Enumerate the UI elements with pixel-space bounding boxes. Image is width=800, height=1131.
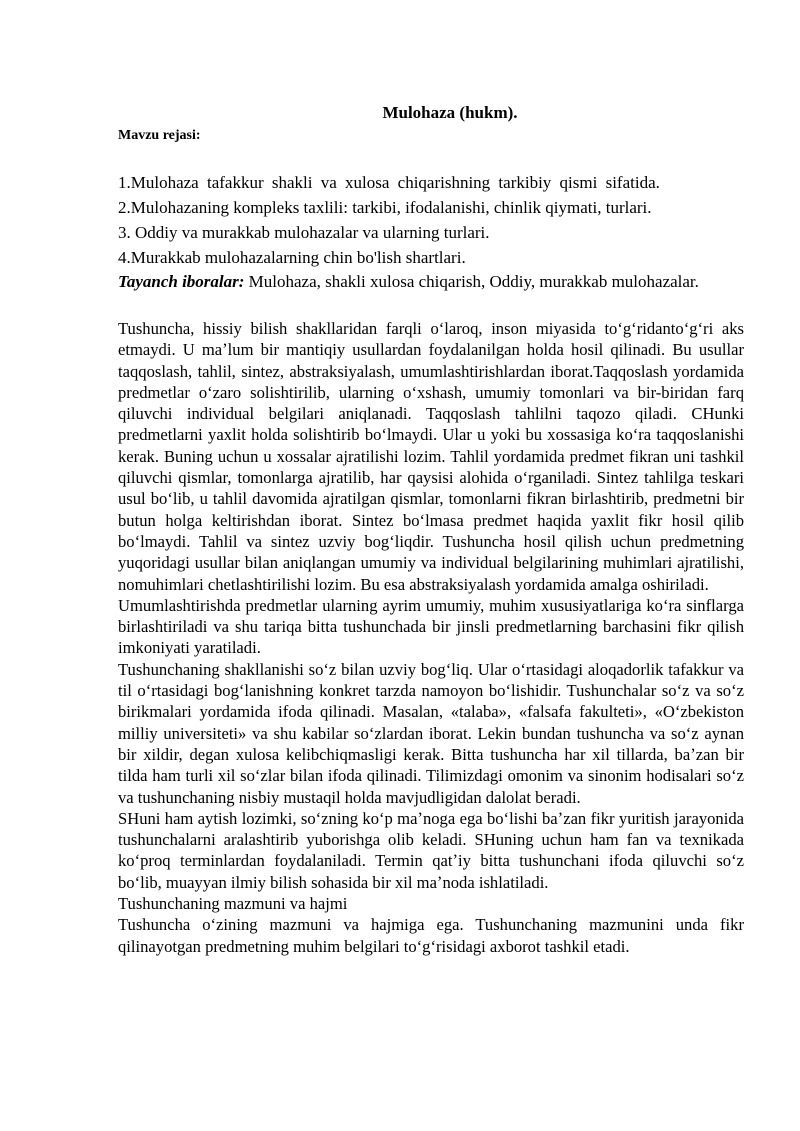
topic-plan-list <box>118 170 744 270</box>
paragraph-2: Umumlashtirishda predmetlar ularning ayrim umumiy, muhim xususiyatlariga koʻra sinflarga birlashtiriladi va shu tariqa bitta tushunchada bir jinsli predmetlarning barchasini fikr qilish imkoniyati yaratiladi. <box>118 595 744 658</box>
keywords-block <box>118 270 744 294</box>
keywords-text: Mulohaza, shakli xulosa chiqarish, Oddiy, murakkab mulohazalar. <box>244 272 699 291</box>
paragraph-5: Tushuncha oʻzining mazmuni va hajmiga ega. Tushunchaning mazmunini unda fikr qilinayotgan predmetning muhim belgilari toʻgʻrisidagi axborot tashkil etadi. <box>118 915 744 956</box>
section-heading: Tushunchaning mazmuni va hajmi <box>118 894 348 914</box>
plan-item-4: 4.Murakkab mulohazalarning chin bo'lish shartlari. <box>118 248 466 267</box>
page-title: Mulohaza (hukm). <box>382 103 518 122</box>
plan-heading: Mavzu rejasi: <box>118 128 201 143</box>
plan-item-2: 2.Mulohazaning kompleks taxlili: tarkibi, ifodalanishi, chinlik qiymati, turlari. <box>118 198 652 217</box>
body-text <box>118 318 744 957</box>
keywords-label: Tayanch iboralar: <box>118 272 245 291</box>
paragraph-3: Tushunchaning shakllanishi soʻz bilan uzviy bogʻliq. Ular oʻrtasidagi aloqadorlik tafakkur va til oʻrtasidagi bogʻlanishning konkret tarzda namoyon boʻlishidir. Tushunchalar soʻz va soʻz birikmalari yordamida ifoda qilinadi. Masalan, «talaba», «falsafa fakulteti», «Oʻzbekiston milliy universiteti» va shu kabilar soʻzlardan iborat. Lekin bundan tushuncha va soʻz aynan bir xildir, degan xulosa kelibchiqmasligi kerak. Bitta tushuncha har xil tillarda, baʼzan bir tilda ham turli xil soʻzlar bilan ifoda qilinadi. Tilimizdagi omonim va sinonim hodisalari soʻz va tushunchaning nisbiy mustaqil holda mavjudligidan dalolat beradi. <box>118 659 744 807</box>
paragraph-4: SHuni ham aytish lozimki, soʻzning koʻp maʼnoga ega boʻlishi baʼzan fikr yuritish jarayonida tushunchalarni aralashtirib yuborishga olib keladi. SHuning uchun ham fan va texnikada koʻproq terminlardan foydalaniladi. Termin qatʼiy bitta tushunchani ifoda qiluvchi soʻz boʻlib, muayyan ilmiy bilish sohasida bir xil maʼnoda ishlatiladi. <box>118 808 744 892</box>
plan-item-3: 3. Oddiy va murakkab mulohazalar va ularning turlari. <box>118 223 490 242</box>
plan-item-1: 1.Mulohaza tafakkur shakli va xulosa chiqarishning tarkibiy qismi sifatida. <box>118 173 660 192</box>
paragraph-1: Tushuncha, hissiy bilish shakllaridan farqli oʻlaroq, inson miyasida toʻgʻridantoʻgʻri aks etmaydi. U maʼlum bir mantiqiy usullardan foydalanilgan holda hosil qilinadi. Bu usullar taqqoslash, tahlil, sintez, abstraksiyalash, umumlashtirishlardan iborat.Taqqoslash yordamida predmetlar oʻzaro solishtirilib, ularning oʻxshash, umumiy tomonlari va bir-biridan farq qiluvchi individual belgilari aniqlanadi. Taqqoslash tahlilni taqozo qiladi. CHunki predmetlarni yaxlit holda solishtirib boʻlmaydi. Ular u yoki bu xossasiga koʻra taqqoslanishi kerak. Buning uchun u xossalar ajratilishi lozim. Tahlil yordamida predmet fikran uni tashkil qiluvchi qismlar, tomonlarga ajratilib, har qaysisi alohida oʻrganiladi. Sintez tahlilga teskari usul boʻlib, u tahlil davomida ajratilgan qismlar, tomonlarni fikran birlashtirib, predmetni bir butun holga keltirishdan iborat. Sintez boʻlmasa predmet haqida yaxlit fikr hosil qilib boʻlmaydi. Tahlil va sintez uzviy bogʻliqdir. Tushuncha hosil qilish uchun predmetning yuqoridagi usullar bilan aniqlangan umumiy va individual belgilarining muhimlari ajratilishi, nomuhimlari chetlashtirilishi lozim. Bu esa abstraksiyalash yordamida amalga oshiriladi. <box>118 319 744 594</box>
